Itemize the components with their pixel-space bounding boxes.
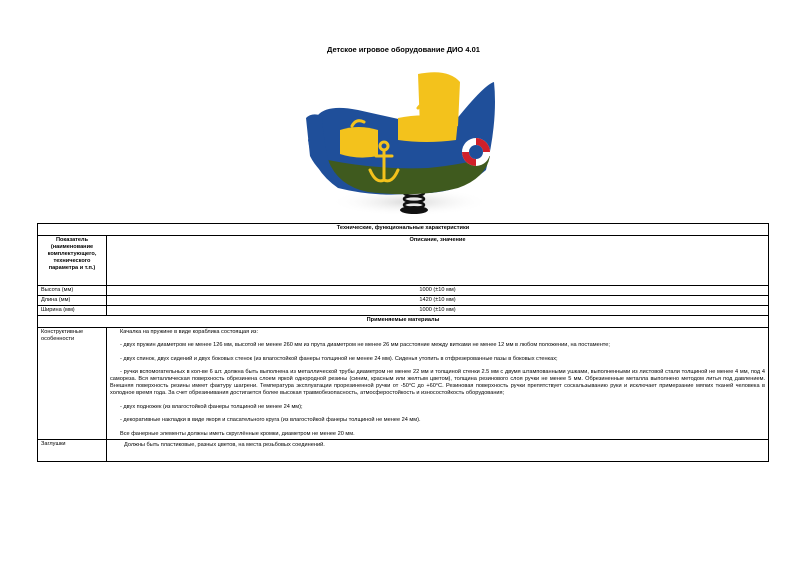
seat-right <box>398 115 458 142</box>
param-cell: Длина (мм) <box>38 295 107 305</box>
plugs-row <box>38 439 769 461</box>
column-header-value: Описание, значение <box>107 236 769 286</box>
value-cell: 1420 (±10 мм) <box>107 295 769 305</box>
life-ring-icon <box>462 138 490 166</box>
table-row <box>38 305 769 315</box>
features-paragraph: Все фанерные элементы должны иметь скруглённые кромки, диаметром не менее 20 мм. <box>120 430 355 437</box>
features-label: Конструктивные особенности <box>38 327 107 439</box>
section-title-materials: Применяемые материалы <box>38 315 769 327</box>
section-row-tech <box>38 224 769 236</box>
value-cell: 1000 (±10 мм) <box>107 305 769 315</box>
column-header-param: Показатель (наименование комплектующего, технического параметра и т.п.) <box>38 236 107 286</box>
section-title-tech: Технические, функциональные характеристики <box>38 224 769 236</box>
features-row <box>38 327 769 439</box>
features-paragraph: - двух подножек (из влагостойкой фанеры толщиной не менее 24 мм); <box>120 403 303 410</box>
features-paragraph: Качалка на пружине в виде кораблика состоящая из: <box>120 328 259 335</box>
plugs-label: Заглушки <box>38 439 107 461</box>
spec-table <box>37 223 769 462</box>
section-row-materials <box>38 315 769 327</box>
table-row <box>38 295 769 305</box>
features-description <box>107 327 769 439</box>
seat-left <box>340 127 378 158</box>
param-cell: Высота (мм) <box>38 286 107 296</box>
table-row <box>38 286 769 296</box>
plugs-value: Должны быть пластиковые, разных цветов, на места резьбовых соединений. <box>107 439 769 461</box>
value-cell: 1000 (±10 мм) <box>107 286 769 296</box>
features-paragraph: - двух пружин диаметром не менее 126 мм, высотой не менее 260 мм из прута диаметром не менее 26 мм расстояние между витками не менее 12 мм в любом положении, на постаменте; <box>120 342 610 349</box>
product-image <box>298 60 508 222</box>
features-paragraph: - декоративные накладки в виде якоря и спасательного круга (из влагостойкой фанеры толщиной не менее 24 мм). <box>120 417 421 424</box>
features-paragraph: - ручки вспомогательных в кол-ве 6 шт. должна быть выполнена из металлической трубы диаметром не менее 22 мм и толщиной стенки 2.5 мм с двумя штампованными ушками, выполненными из листовой стали толщиной не менее 4 мм, под 4 самореза. Вся металлическая поверхность обрезинена слоем яркой однородной резины (синим, красным или желтым цветом), толщина резинового слоя ручки не менее 5 мм. Обрезиненные металла выполнено методом литья под давлением. Внешняя поверхность резины имеет фактуру шагрени. Температура эксплуатации прорезиненной ручки от -50°С до +60°С. Резиновая поверхность ручки препятствует соскальзыванию руки и исключает примерзание мягких тканей человека в холодное время года. За счет обрезинивания достигается более высокая травмобезопасность, атмосферостойкость и износостойкость оборудования; <box>110 369 765 397</box>
header-row <box>38 236 769 286</box>
param-cell: Ширина (мм) <box>38 305 107 315</box>
features-paragraph: - двух спинок, двух сидений и двух боковых стенок (из влагостойкой фанеры толщиной не менее 24 мм). Сиденья утопить в отфрезерованные пазы в боковых стенках; <box>120 355 558 362</box>
document-title: Детское игровое оборудование ДИО 4.01 <box>327 45 480 54</box>
